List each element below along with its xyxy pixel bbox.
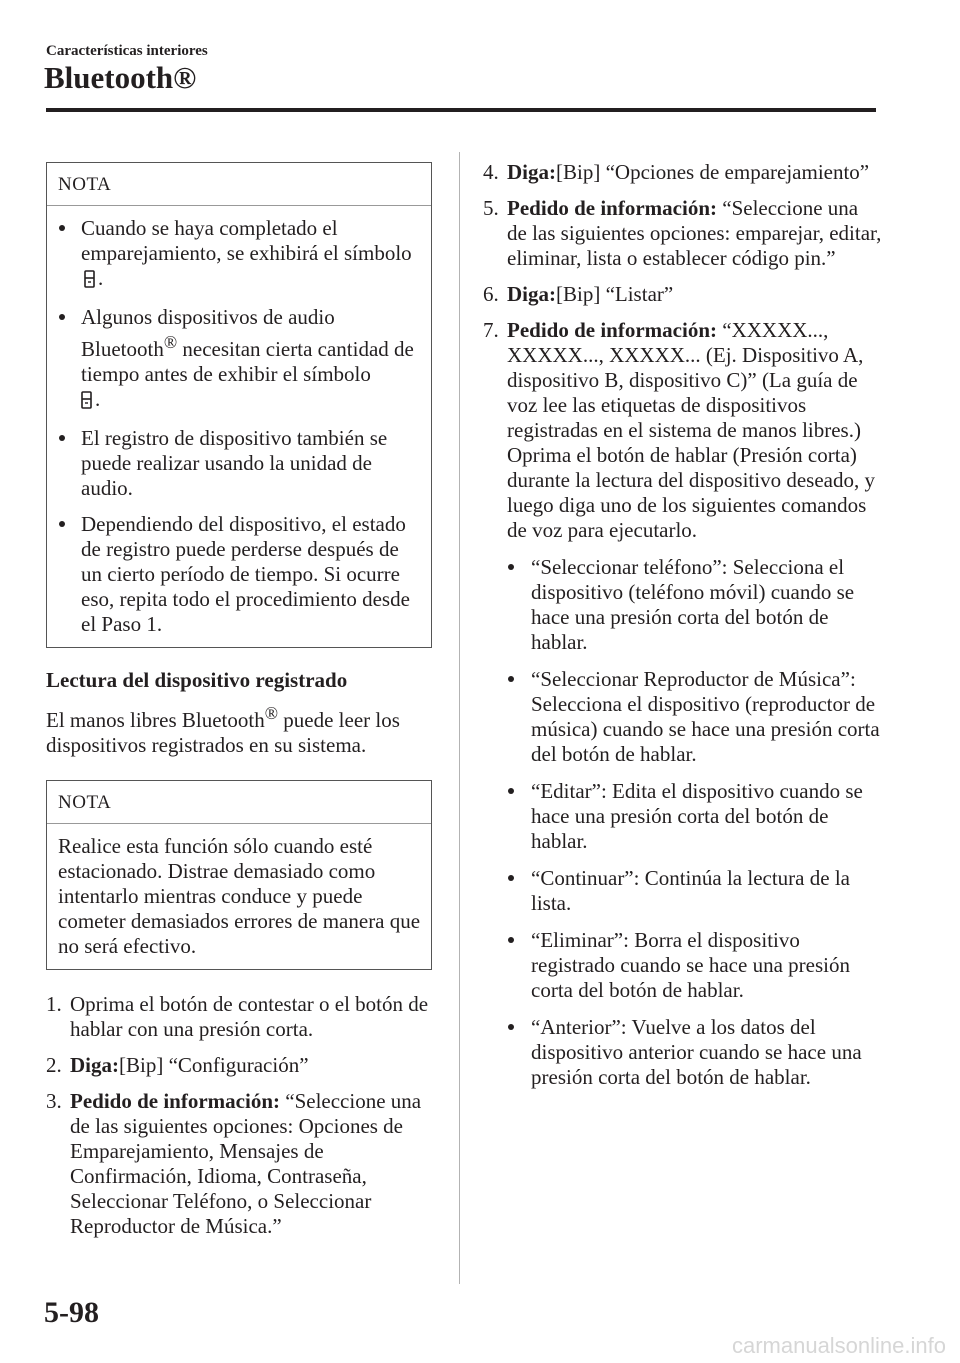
bullet-text-end: . xyxy=(95,387,101,411)
page-number: 5-98 xyxy=(44,1296,99,1329)
note-bullet xyxy=(58,305,421,415)
intro-text-cont: puede leer los dispositivos registrados en su sistema. xyxy=(46,708,400,757)
voice-command-item xyxy=(507,779,883,854)
bullet-dot-icon xyxy=(59,225,65,231)
note-bullet xyxy=(58,216,421,294)
step-number: 1. xyxy=(46,992,62,1016)
bullet-dot-icon xyxy=(508,676,514,682)
step-text: “Seleccione una de las siguientes opciones: Opciones de Emparejamiento, Mensajes de Confirmación, Idioma, Contraseña, Seleccionar Teléfono, o Seleccionar Reproductor de Música.” xyxy=(70,1089,422,1238)
bullet-text: Algunos dispositivos de audio Bluetooth xyxy=(81,305,335,361)
bullet-dot-icon xyxy=(508,788,514,794)
voice-command-list xyxy=(507,555,883,1090)
step-text: [Bip] “Configuración” xyxy=(119,1053,309,1077)
step-item xyxy=(46,992,432,1042)
bullet-text-cont: necesitan cierta cantidad de tiempo antes de exhibir el símbolo xyxy=(81,337,414,386)
pairing-symbol-icon xyxy=(81,390,92,415)
step-number: 7. xyxy=(483,318,499,342)
bullet-dot-icon xyxy=(59,435,65,441)
step-text: [Bip] “Listar” xyxy=(556,282,674,306)
bullet-dot-icon xyxy=(508,875,514,881)
bullet-text: Cuando se haya completado el emparejamiento, se exhibirá el símbolo xyxy=(81,216,412,265)
note-heading: NOTA xyxy=(47,781,431,824)
bullet-text: Dependiendo del dispositivo, el estado de registro puede perderse después de un cierto período de tiempo. Si ocurre eso, repita todo el procedimiento desde el Paso 1. xyxy=(81,512,410,636)
bullet-dot-icon xyxy=(508,1024,514,1030)
step-item xyxy=(46,1089,432,1239)
section-label: Características interiores xyxy=(46,43,208,59)
step-item xyxy=(483,318,883,1090)
voice-command-item xyxy=(507,866,883,916)
steps-list-left xyxy=(46,992,432,1239)
command-text: “Editar”: Edita el dispositivo cuando se hace una presión corta del botón de hablar. xyxy=(531,779,863,853)
voice-command-item xyxy=(507,1015,883,1090)
step-label: Diga: xyxy=(70,1053,119,1077)
voice-command-item xyxy=(507,667,883,767)
command-text: “Continuar”: Continúa la lectura de la lista. xyxy=(531,866,850,915)
command-text: “Anterior”: Vuelve a los datos del dispositivo anterior cuando se hace una presión corta del botón de hablar. xyxy=(531,1015,862,1089)
step-number: 6. xyxy=(483,282,499,306)
step-item xyxy=(483,196,883,271)
step-item xyxy=(46,1053,432,1078)
bullet-text: El registro de dispositivo también se puede realizar usando la unidad de audio. xyxy=(81,426,388,500)
note-box-safety xyxy=(46,780,432,970)
command-text: “Seleccionar teléfono”: Selecciona el dispositivo (teléfono móvil) cuando se hace una presión corta del botón de hablar. xyxy=(531,555,855,654)
note-text: Realice esta función sólo cuando esté estacionado. Distrae demasiado como intentarlo mientras conduce y puede cometer demasiados errores de manera que no será efectivo. xyxy=(58,834,421,958)
step-text: “XXXXX..., XXXXX..., XXXXX... (Ej. Dispositivo A, dispositivo B, dispositivo C)” (La guía de voz lee las etiquetas de dispositivos registradas en el sistema de manos libres.) xyxy=(507,318,864,442)
intro-text: El manos libres Bluetooth xyxy=(46,708,265,732)
step-label: Diga: xyxy=(507,282,556,306)
step-number: 2. xyxy=(46,1053,62,1077)
command-text: “Seleccionar Reproductor de Música”: Selecciona el dispositivo (reproductor de música) cuando se hace una presión corta del botón de hablar. xyxy=(531,667,880,766)
step-number: 5. xyxy=(483,196,499,220)
registered-mark: ® xyxy=(163,332,178,352)
left-column xyxy=(46,162,432,1250)
note-bullet xyxy=(58,512,421,637)
step-text: [Bip] “Opciones de emparejamiento” xyxy=(556,160,870,184)
step-item xyxy=(483,160,883,185)
registered-mark: ® xyxy=(264,703,279,723)
step-label: Pedido de información: xyxy=(70,1089,280,1113)
step-extra-text: Oprima el botón de hablar (Presión corta) durante la lectura del dispositivo deseado, y luego diga uno de los siguientes comandos de voz para ejecutarlo. xyxy=(507,443,875,542)
voice-command-item xyxy=(507,928,883,1003)
pairing-symbol-icon xyxy=(84,269,95,294)
note-box-pairing xyxy=(46,162,432,648)
bullet-dot-icon xyxy=(59,521,65,527)
step-item xyxy=(483,282,883,307)
note-body xyxy=(47,824,431,969)
note-body xyxy=(47,206,431,647)
step-label: Pedido de información: xyxy=(507,196,717,220)
voice-command-item xyxy=(507,555,883,655)
note-bullet xyxy=(58,426,421,501)
right-column xyxy=(483,160,883,1102)
chapter-title: Bluetooth® xyxy=(44,60,197,95)
command-text: “Eliminar”: Borra el dispositivo registrado cuando se hace una presión corta del botón de hablar. xyxy=(531,928,850,1002)
step-number: 4. xyxy=(483,160,499,184)
bullet-text-end: . xyxy=(98,266,104,290)
step-number: 3. xyxy=(46,1089,62,1113)
bullet-dot-icon xyxy=(59,314,65,320)
watermark: carmanualsonline.info xyxy=(731,1333,946,1358)
step-label: Diga: xyxy=(507,160,556,184)
bullet-dot-icon xyxy=(508,564,514,570)
column-divider xyxy=(459,152,460,1284)
note-heading: NOTA xyxy=(47,163,431,206)
header-rule xyxy=(46,108,876,112)
step-text: Oprima el botón de contestar o el botón de hablar con una presión corta. xyxy=(70,992,429,1041)
intro-paragraph xyxy=(46,701,432,758)
step-text: “Seleccione una de las siguientes opciones: emparejar, editar, eliminar, lista o establecer código pin.” xyxy=(507,196,882,270)
step-label: Pedido de información: xyxy=(507,318,717,342)
bullet-dot-icon xyxy=(508,937,514,943)
subheading: Lectura del dispositivo registrado xyxy=(46,668,348,692)
